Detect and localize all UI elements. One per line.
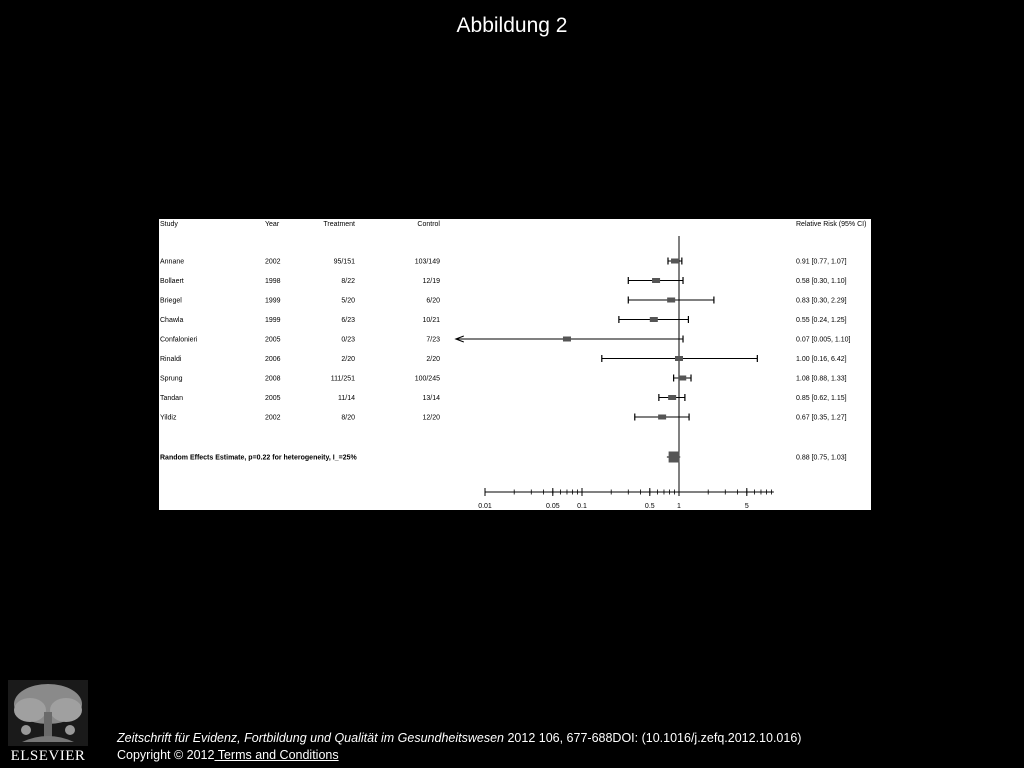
- control-label: 2/20: [426, 356, 440, 363]
- study-label: Chawla: [160, 317, 184, 324]
- study-label: Confalonieri: [160, 336, 198, 344]
- summary-point: [669, 452, 680, 463]
- study-point: [667, 298, 675, 303]
- effect-label: 1.00 [0.16, 6.42]: [796, 356, 847, 363]
- study-label: Sprung: [160, 375, 183, 383]
- year-label: 2006: [265, 356, 281, 363]
- summary-label: Random Effects Estimate, p=0.22 for heterogeneity, I_=25%: [160, 454, 357, 462]
- header-study: Study: [160, 221, 178, 228]
- study-label: Bollaert: [160, 278, 184, 285]
- treatment-label: 11/14: [338, 395, 355, 402]
- x-tick-label: 0.01: [478, 503, 492, 510]
- treatment-label: 0/23: [341, 336, 355, 344]
- control-label: 10/21: [422, 317, 440, 324]
- x-tick-label: 0.1: [577, 503, 587, 510]
- x-tick-label: 0.05: [545, 503, 560, 510]
- copyright-text: Copyright © 2012: [117, 748, 215, 762]
- control-label: 100/245: [414, 375, 440, 383]
- control-label: 7/23: [426, 336, 440, 344]
- effect-label: 0.07 [0.005, 1.10]: [796, 336, 851, 344]
- study-point: [668, 395, 676, 400]
- study-point: [671, 259, 679, 264]
- year-label: 2005: [265, 395, 281, 402]
- forest-plot-figure: [159, 219, 871, 510]
- year-label: 2002: [265, 258, 281, 266]
- treatment-label: 111/251: [330, 375, 355, 383]
- treatment-label: 8/20: [341, 414, 355, 422]
- slide-title: Abbildung 2: [456, 14, 568, 37]
- effect-label: 0.67 [0.35, 1.27]: [796, 414, 847, 422]
- summary-effect-label: 0.88 [0.75, 1.03]: [796, 454, 847, 462]
- year-label: 2008: [265, 375, 281, 383]
- year-label: 1999: [265, 317, 281, 324]
- treatment-label: 95/151: [333, 258, 355, 266]
- treatment-label: 2/20: [341, 356, 355, 363]
- control-label: 13/14: [422, 395, 440, 402]
- effect-label: 0.55 [0.24, 1.25]: [796, 317, 847, 324]
- study-label: Annane: [160, 258, 185, 266]
- control-label: 12/19: [422, 278, 440, 285]
- header-year: Year: [265, 221, 280, 228]
- x-tick-label: 1: [677, 503, 681, 510]
- citation-details: 2012 106, 677-688DOI: (10.1016/j.zefq.2012.10.016): [504, 731, 802, 745]
- terms-and-conditions-link[interactable]: Terms and Conditions: [214, 748, 339, 762]
- control-label: 6/20: [426, 297, 440, 305]
- header-control: Control: [417, 221, 440, 228]
- effect-label: 0.58 [0.30, 1.10]: [796, 278, 847, 285]
- year-label: 1999: [265, 297, 281, 305]
- study-label: Yildiz: [160, 414, 177, 422]
- treatment-label: 8/22: [341, 278, 355, 285]
- citation-text: [117, 731, 801, 745]
- journal-name: Zeitschrift für Evidenz, Fortbildung und Qualität im Gesundheitswesen: [117, 731, 504, 745]
- study-label: Rinaldi: [160, 356, 182, 363]
- year-label: 2005: [265, 336, 281, 344]
- study-point: [650, 317, 658, 322]
- study-label: Tandan: [160, 395, 183, 402]
- effect-label: 1.08 [0.88, 1.33]: [796, 375, 847, 383]
- publisher-wordmark: ELSEVIER: [10, 748, 86, 764]
- control-label: 103/149: [414, 258, 440, 266]
- study-point: [652, 278, 660, 283]
- x-tick-label: 0.5: [644, 503, 655, 510]
- year-label: 2002: [265, 414, 281, 422]
- effect-label: 0.83 [0.30, 2.29]: [796, 297, 847, 305]
- header-treatment: Treatment: [323, 221, 355, 228]
- treatment-label: 6/23: [341, 317, 355, 324]
- study-point: [658, 415, 666, 420]
- x-tick-label: 5: [744, 503, 749, 510]
- study-point: [675, 356, 683, 361]
- study-label: Briegel: [160, 297, 182, 305]
- treatment-label: 5/20: [341, 297, 355, 305]
- effect-label: 0.85 [0.62, 1.15]: [796, 395, 847, 402]
- header-effect: Relative Risk (95% CI): [796, 221, 867, 228]
- effect-label: 0.91 [0.77, 1.07]: [796, 258, 847, 266]
- study-point: [563, 337, 571, 342]
- copyright-line: [117, 748, 339, 762]
- study-point: [678, 376, 686, 381]
- forest-plot: [159, 219, 871, 510]
- year-label: 1998: [265, 278, 281, 285]
- control-label: 12/20: [422, 414, 440, 422]
